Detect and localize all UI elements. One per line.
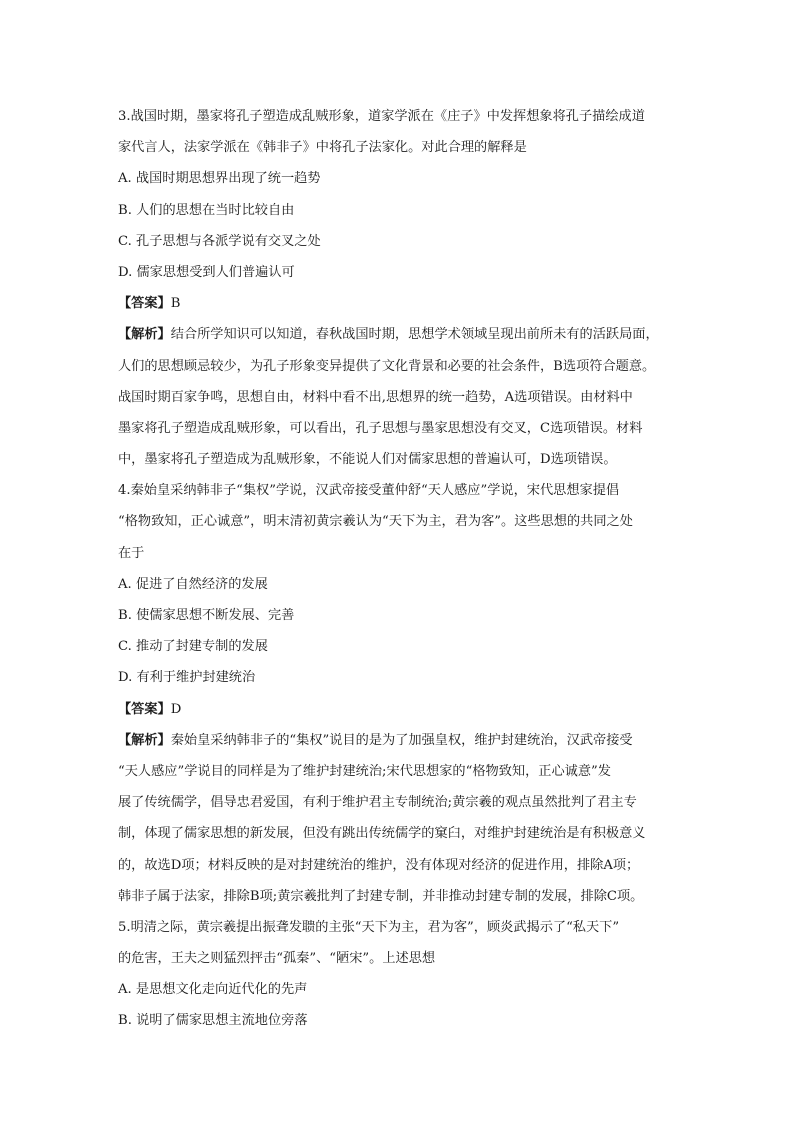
analysis-line: 人们的思想顾忌较少，为孔子形象变异提供了文化背景和必要的社会条件，B选项符合题意。 bbox=[118, 358, 656, 374]
question-stem-line: “格物致知，正心诚意”，明末清初黄宗羲认为“天下为主，君为客”。这些思想的共同之处 bbox=[118, 514, 633, 530]
option-c: C. 孔子思想与各派学说有交叉之处 bbox=[118, 233, 321, 249]
question-5 bbox=[118, 912, 690, 1037]
analysis-line: 韩非子属于法家，排除B项;黄宗羲批判了封建专制，并非推动封建专制的发展，排除C项。 bbox=[118, 888, 644, 904]
question-4 bbox=[118, 475, 690, 912]
answer-line bbox=[118, 694, 690, 725]
option-d: D. 有利于维护封建统治 bbox=[118, 670, 256, 686]
analysis-line: 展了传统儒学，倡导忠君爱国，有利于维护君主专制统治;黄宗羲的观点虽然批判了君主专 bbox=[118, 795, 637, 811]
answer-value: D bbox=[170, 701, 182, 717]
answer-value: B bbox=[170, 296, 181, 312]
document-page bbox=[118, 101, 690, 1037]
analysis-line: 中，墨家将孔子塑造成为乱贼形象，不能说人们对儒家思想的普遍认可，D选项错误。 bbox=[118, 452, 617, 468]
option-b: B. 说明了儒家思想主流地位旁落 bbox=[118, 1013, 308, 1029]
question-stem-line: 4.秦始皇采纳韩非子“集权”学说，汉武帝接受董仲舒“天人感应”学说，宋代思想家提倡 bbox=[118, 483, 620, 499]
question-stem-line: 在于 bbox=[118, 545, 145, 561]
option-d: D. 儒家思想受到人们普遍认可 bbox=[118, 264, 295, 280]
analysis-line: 墨家将孔子塑造成乱贼形象，可以看出，孔子思想与墨家思想没有交叉，C选项错误。材料 bbox=[118, 420, 643, 436]
option-a: A. 是思想文化走向近代化的先声 bbox=[118, 982, 308, 998]
question-stem-line: 家代言人，法家学派在《韩非子》中将孔子法家化。对此合理的解释是 bbox=[118, 140, 527, 156]
option-b: B. 使儒家思想不断发展、完善 bbox=[118, 608, 295, 623]
question-stem-line: 3.战国时期，墨家将孔子塑造成乱贼形象，道家学派在《庄子》中发挥想象将孔子描绘成道 bbox=[118, 109, 645, 124]
option-a: A. 促进了自然经济的发展 bbox=[118, 576, 268, 592]
option-b: B. 人们的思想在当时比较自由 bbox=[118, 202, 295, 218]
analysis-line: 战国时期百家争鸣，思想自由，材料中看不出,思想界的统一趋势，A选项错误。由材料中 bbox=[118, 389, 633, 405]
analysis-line: 制，体现了儒家思想的新发展，但没有跳出传统儒学的窠臼，对维护封建统治是有积极意义 bbox=[118, 826, 646, 842]
option-c: C. 推动了封建专制的发展 bbox=[118, 639, 268, 655]
analysis-line: “天人感应”学说目的同样是为了维护封建统治;宋代思想家的“格物致知，正心诚意”发 bbox=[118, 763, 611, 779]
analysis-text: 结合所学知识可以知道，春秋战国时期，思想学术领域呈现出前所未有的活跃局面， bbox=[170, 327, 659, 343]
question-3 bbox=[118, 101, 690, 475]
analysis-text: 秦始皇采纳韩非子的“集权”说目的是为了加强皇权，维护封建统治，汉武帝接受 bbox=[170, 732, 633, 748]
analysis-line: 的，故选D项；材料反映的是对封建统治的维护，没有体现对经济的促进作用，排除A项； bbox=[118, 857, 640, 873]
analysis-line bbox=[118, 319, 690, 350]
analysis-line bbox=[118, 725, 690, 756]
question-stem-line: 5.明清之际，黄宗羲提出振聋发聩的主张“天下为主，君为客”，顾炎武揭示了“私天下” bbox=[118, 919, 620, 935]
analysis-label: 【解析】 bbox=[118, 732, 171, 748]
question-stem-line: 的危害，王夫之则猛烈抨击“孤秦”、“陋宋”。上述思想 bbox=[118, 951, 436, 967]
answer-label: 【答案】 bbox=[118, 296, 171, 312]
answer-line bbox=[118, 288, 690, 319]
option-a: A. 战国时期思想界出现了统一趋势 bbox=[118, 171, 321, 187]
analysis-label: 【解析】 bbox=[118, 327, 171, 343]
answer-label: 【答案】 bbox=[118, 701, 171, 717]
